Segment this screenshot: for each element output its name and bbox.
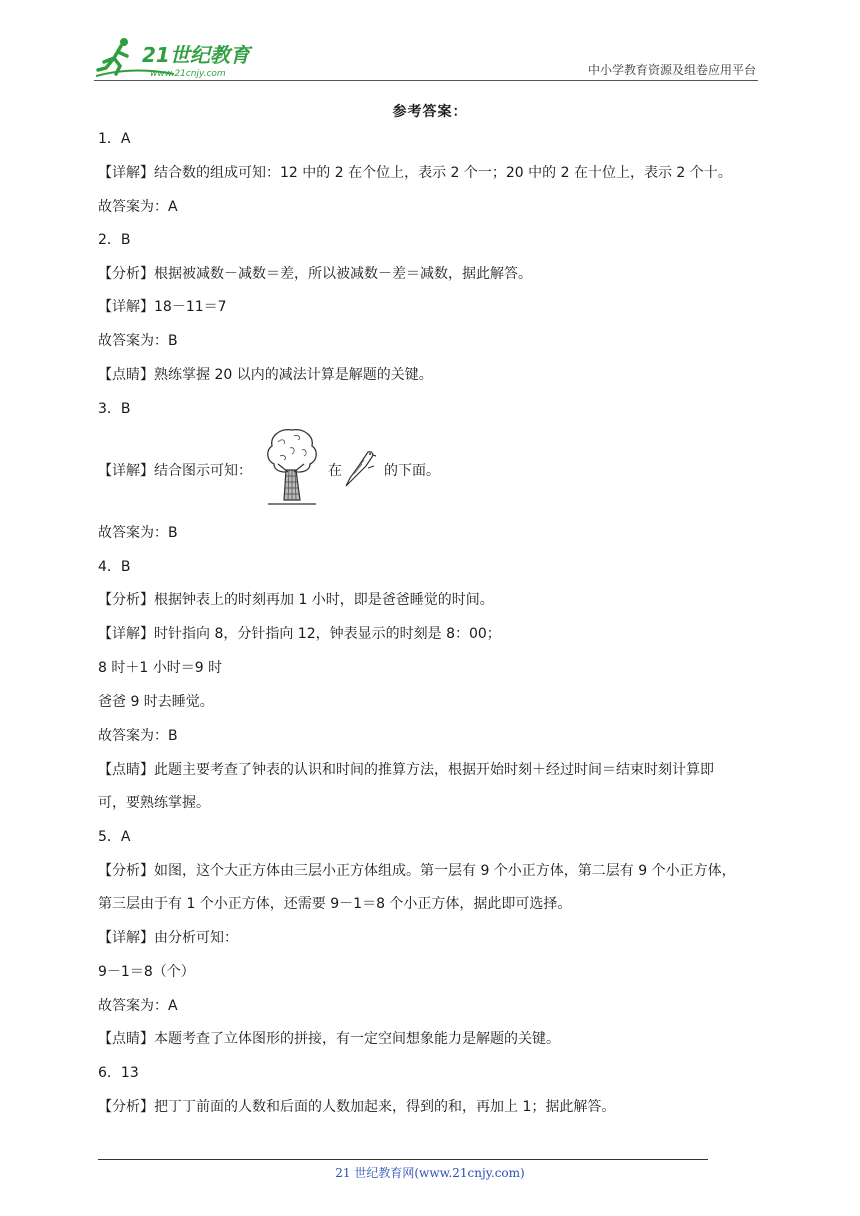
tree-icon bbox=[264, 426, 320, 508]
answer-line: 3．B bbox=[98, 401, 131, 417]
header-divider bbox=[94, 80, 758, 81]
answer-line: 【点睛】此题主要考查了钟表的认识和时间的推算方法，根据开始时刻＋经过时间＝结束时刻计算即 bbox=[98, 762, 714, 778]
platform-name: 中小学教育资源及组卷应用平台 bbox=[587, 63, 756, 77]
answer-line: 【详解】由分析可知： bbox=[98, 930, 238, 946]
page-title: 参考答案： bbox=[392, 104, 468, 120]
answer-line: 爸爸 9 时去睡觉。 bbox=[98, 694, 214, 710]
answer-line: 【分析】根据被减数－减数＝差，所以被减数－差＝减数，据此解答。 bbox=[98, 266, 532, 282]
answer-line: 故答案为：B bbox=[98, 333, 178, 349]
logo-text: 21世纪教育 bbox=[142, 43, 250, 67]
figure-middle: 在 bbox=[328, 463, 342, 479]
answer-line: 可，要熟练掌握。 bbox=[98, 795, 210, 811]
bird-icon bbox=[342, 448, 376, 488]
figure-row bbox=[98, 426, 518, 508]
footer-link[interactable]: 21 世纪教育网(www.21cnjy.com) bbox=[335, 1166, 525, 1180]
figure-suffix: 的下面。 bbox=[384, 463, 440, 479]
answer-line: 故答案为：B bbox=[98, 728, 178, 744]
answer-line: 【点睛】熟练掌握 20 以内的减法计算是解题的关键。 bbox=[98, 367, 433, 383]
site-logo bbox=[94, 36, 264, 80]
answer-line: 【点睛】本题考查了立体图形的拼接，有一定空间想象能力是解题的关键。 bbox=[98, 1031, 560, 1047]
answer-line: 【分析】根据钟表上的时刻再加 1 小时，即是爸爸睡觉的时间。 bbox=[98, 592, 494, 608]
answer-line: 8 时＋1 小时＝9 时 bbox=[98, 660, 223, 676]
answer-line: 【分析】如图，这个大正方体由三层小正方体组成。第一层有 9 个小正方体，第二层有 9 个小正方体， bbox=[98, 863, 736, 879]
logo-url-text: www.21cnjy.com bbox=[150, 69, 226, 79]
answer-line: 5．A bbox=[98, 829, 131, 845]
figure-prefix: 【详解】结合图示可知： bbox=[98, 463, 252, 479]
footer-divider bbox=[98, 1159, 708, 1160]
answer-line: 【详解】结合数的组成可知：12 中的 2 在个位上，表示 2 个一；20 中的 2 在十位上，表示 2 个十。 bbox=[98, 165, 732, 181]
answer-line: 【详解】时针指向 8，分针指向 12，钟表显示的时刻是 8：00； bbox=[98, 626, 501, 642]
answer-line: 6．13 bbox=[98, 1065, 139, 1081]
answer-line: 【详解】18－11＝7 bbox=[98, 299, 227, 315]
answer-line: 【分析】把丁丁前面的人数和后面的人数加起来，得到的和，再加上 1；据此解答。 bbox=[98, 1099, 616, 1115]
answer-line: 1．A bbox=[98, 131, 131, 147]
answer-line: 第三层由于有 1 个小正方体，还需要 9－1＝8 个小正方体，据此即可选择。 bbox=[98, 896, 572, 912]
answer-line: 故答案为：A bbox=[98, 998, 178, 1014]
answer-line: 4．B bbox=[98, 559, 131, 575]
answer-line: 9－1＝8（个） bbox=[98, 964, 195, 980]
answer-line: 故答案为：A bbox=[98, 199, 178, 215]
answer-line: 故答案为：B bbox=[98, 525, 178, 541]
answer-line: 2．B bbox=[98, 232, 131, 248]
